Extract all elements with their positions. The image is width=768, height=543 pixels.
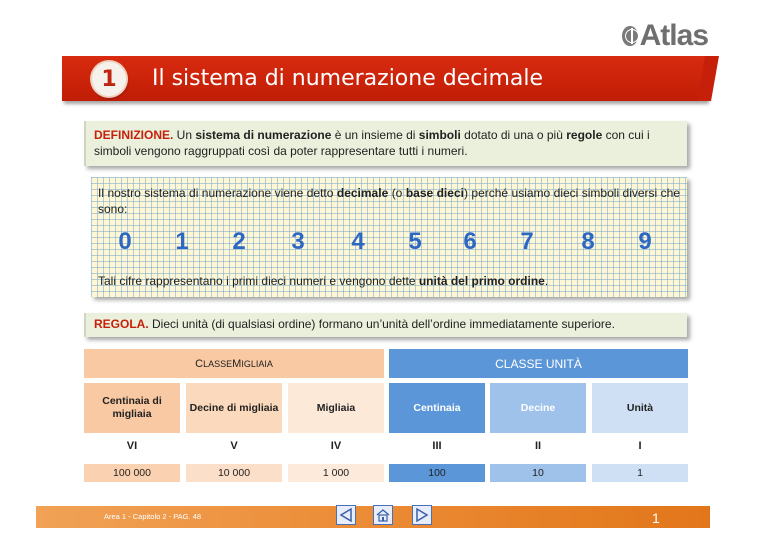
bold-term: simboli <box>418 128 461 142</box>
bold-term: base dieci <box>405 186 464 200</box>
text: Un <box>173 128 196 142</box>
order-numeral: IV <box>330 440 342 452</box>
digit: 7 <box>520 228 534 255</box>
rule-label: REGOLA. <box>94 317 149 331</box>
column-header: Unità <box>592 383 688 433</box>
digit: 8 <box>581 228 595 255</box>
column-header: Centinaia <box>389 383 485 433</box>
place-value: 1 000 <box>288 464 384 482</box>
text: (o <box>388 186 406 200</box>
decimal-intro <box>98 185 680 217</box>
definition-label: DEFINIZIONE. <box>94 128 174 142</box>
globe-icon <box>622 26 638 46</box>
bold-term: decimale <box>336 186 389 200</box>
text: LASSE <box>203 358 233 369</box>
digit: 1 <box>175 228 189 255</box>
arrow-left-icon <box>339 508 353 522</box>
atlas-logo <box>622 20 708 52</box>
digit: 9 <box>638 228 652 255</box>
column-header: Decine <box>490 383 586 433</box>
text: M <box>232 357 242 370</box>
order-numeral: I <box>638 440 642 452</box>
digit: 3 <box>291 228 305 255</box>
arrow-right-icon <box>415 508 429 522</box>
bold-term: unità del primo ordine <box>418 274 545 288</box>
rule-box <box>84 313 687 337</box>
place-value: 100 000 <box>84 464 180 482</box>
text: Tali cifre rappresentano i primi dieci numeri e vengono dette <box>98 274 419 288</box>
rule-text: Dieci unità (di qualsiasi ordine) formano un’unità dell’ordine immediatamente superiore. <box>148 317 615 331</box>
column-header: Migliaia <box>288 383 384 433</box>
logo-text: Atlas <box>639 19 708 52</box>
column-header: Centinaia di migliaia <box>84 383 180 433</box>
digits-row <box>98 228 680 258</box>
next-page-button[interactable] <box>412 505 432 525</box>
text: ) perché usiamo dieci simboli diversi che sono: <box>98 186 681 216</box>
bold-term: regole <box>566 128 603 142</box>
order-numeral: VI <box>126 440 138 452</box>
definition-box <box>84 121 687 166</box>
text: con cui i simboli vengono raggruppati così da poter rappresentare tutti i numeri. <box>94 128 650 158</box>
order-numeral: III <box>432 440 442 452</box>
digit: 0 <box>118 228 132 255</box>
text: Il nostro sistema di numerazione viene detto <box>98 186 337 200</box>
text: dotato di una o più <box>460 128 567 142</box>
place-value: 10 000 <box>186 464 282 482</box>
text: C <box>195 357 204 370</box>
home-icon <box>376 508 390 522</box>
digit: 2 <box>232 228 246 255</box>
place-value: 100 <box>389 464 485 482</box>
text: . <box>544 274 549 288</box>
page-title: Il sistema di numerazione decimale <box>152 66 544 91</box>
home-button[interactable] <box>373 505 393 525</box>
prev-page-button[interactable] <box>336 505 356 525</box>
place-value: 10 <box>490 464 586 482</box>
chapter-number-badge: 1 <box>92 62 126 96</box>
footer-reference: Area 1 - Capitolo 2 - PAG. 48 <box>104 512 201 521</box>
order-numeral: II <box>534 440 542 452</box>
place-value: 1 <box>592 464 688 482</box>
column-header: Decine di migliaia <box>186 383 282 433</box>
digit: 4 <box>351 228 365 255</box>
digit: 5 <box>408 228 422 255</box>
order-numeral: V <box>230 440 238 452</box>
bold-term: sistema di numerazione <box>195 128 332 142</box>
text: è un insieme di <box>331 128 419 142</box>
class-units-header: CLASSE UNITÀ <box>389 349 688 378</box>
digit: 6 <box>463 228 477 255</box>
page-number: 1 <box>652 510 660 526</box>
text: IGLIAIA <box>241 358 273 369</box>
class-thousands-header <box>84 349 384 378</box>
decimal-outro <box>98 273 680 289</box>
